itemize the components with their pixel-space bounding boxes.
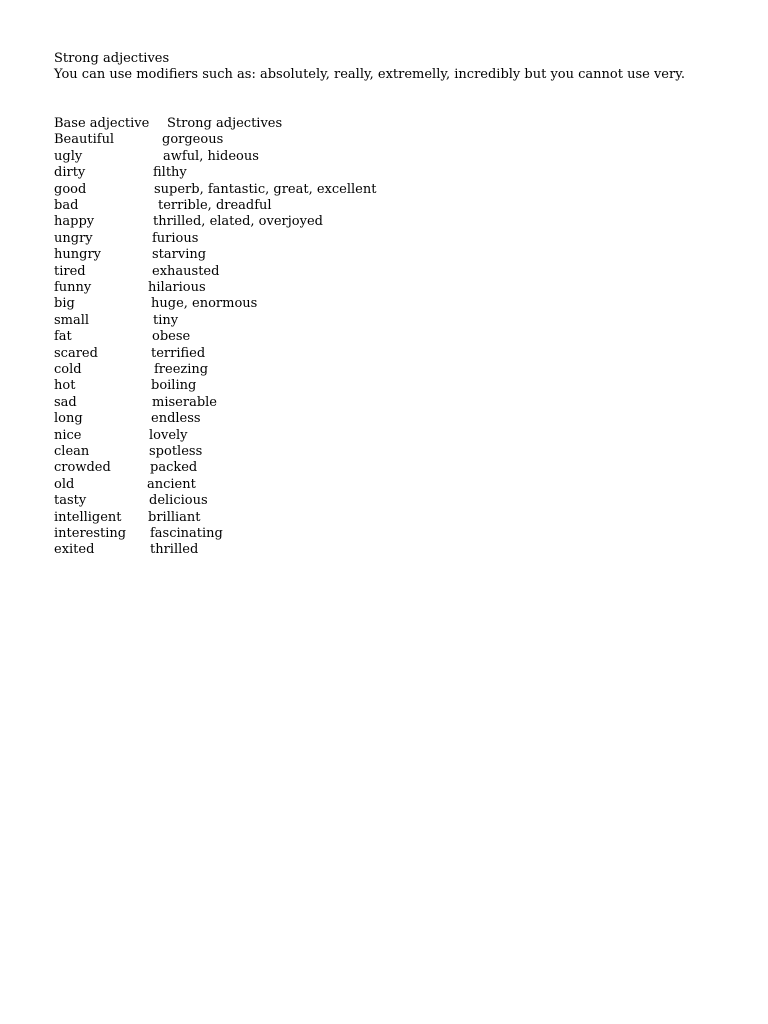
base-adjective: Beautiful bbox=[54, 132, 115, 148]
base-adjective: dirty bbox=[54, 165, 86, 181]
base-adjective: ungry bbox=[54, 230, 93, 246]
strong-adjective: tiny bbox=[153, 312, 179, 328]
base-adjective: interesting bbox=[54, 526, 127, 541]
strong-adjective: spotless bbox=[149, 444, 203, 459]
strong-adjective: delicious bbox=[149, 493, 208, 509]
strong-adjective: furious bbox=[152, 230, 199, 246]
base-adjective: clean bbox=[54, 444, 90, 459]
strong-adjective: freezing bbox=[154, 362, 209, 377]
base-adjective: hungry bbox=[54, 247, 101, 263]
strong-adjective: hilarious bbox=[148, 280, 206, 295]
base-adjective: intelligent bbox=[54, 509, 122, 525]
base-adjective: exited bbox=[54, 542, 95, 558]
base-adjective: sad bbox=[54, 394, 77, 410]
base-adjective: fat bbox=[54, 329, 72, 345]
strong-adjective: miserable bbox=[152, 394, 217, 410]
document-title: Strong adjectives bbox=[54, 51, 170, 66]
strong-adjective: boiling bbox=[151, 378, 197, 394]
strong-adjective: endless bbox=[151, 411, 201, 427]
base-adjective: nice bbox=[54, 427, 82, 443]
strong-adjective: terrified bbox=[151, 345, 206, 361]
strong-adjective: awful, hideous bbox=[163, 148, 259, 164]
strong-adjective: starving bbox=[152, 247, 207, 263]
base-adjective: tasty bbox=[54, 493, 87, 509]
base-adjective: good bbox=[54, 181, 87, 197]
strong-adjective: gorgeous bbox=[162, 132, 224, 148]
base-adjective: happy bbox=[54, 214, 95, 230]
strong-adjective: terrible, dreadful bbox=[158, 198, 272, 213]
strong-adjective: filthy bbox=[153, 165, 187, 181]
base-adjective: hot bbox=[54, 378, 76, 394]
base-adjective: old bbox=[54, 476, 75, 492]
strong-adjective: superb, fantastic, great, excellent bbox=[154, 181, 377, 197]
intro-paragraph: You can use modifiers such as: absolutely, really, extremelly, incredibly but you cannot use very. bbox=[54, 67, 685, 82]
base-adjective: funny bbox=[54, 280, 92, 295]
base-adjective: bad bbox=[54, 198, 79, 213]
base-adjective: long bbox=[54, 411, 83, 427]
header-base-adjective: Base adjective bbox=[54, 116, 150, 131]
base-adjective: scared bbox=[54, 345, 98, 361]
base-adjective: tired bbox=[54, 263, 86, 279]
header-strong-adjectives: Strong adjectives bbox=[167, 116, 283, 131]
strong-adjective: obese bbox=[152, 329, 191, 345]
strong-adjective: thrilled, elated, overjoyed bbox=[153, 214, 323, 230]
base-adjective: big bbox=[54, 296, 75, 312]
strong-adjective: thrilled bbox=[150, 542, 199, 558]
strong-adjective: lovely bbox=[149, 427, 188, 443]
strong-adjective: fascinating bbox=[150, 526, 223, 541]
strong-adjective: brilliant bbox=[148, 509, 201, 525]
base-adjective: small bbox=[54, 312, 90, 328]
strong-adjective: ancient bbox=[147, 476, 196, 492]
base-adjective: cold bbox=[54, 362, 82, 377]
base-adjective: crowded bbox=[54, 460, 111, 476]
strong-adjective: exhausted bbox=[152, 263, 220, 279]
strong-adjective: packed bbox=[150, 460, 198, 476]
base-adjective: ugly bbox=[54, 148, 83, 164]
strong-adjective: huge, enormous bbox=[151, 296, 258, 312]
